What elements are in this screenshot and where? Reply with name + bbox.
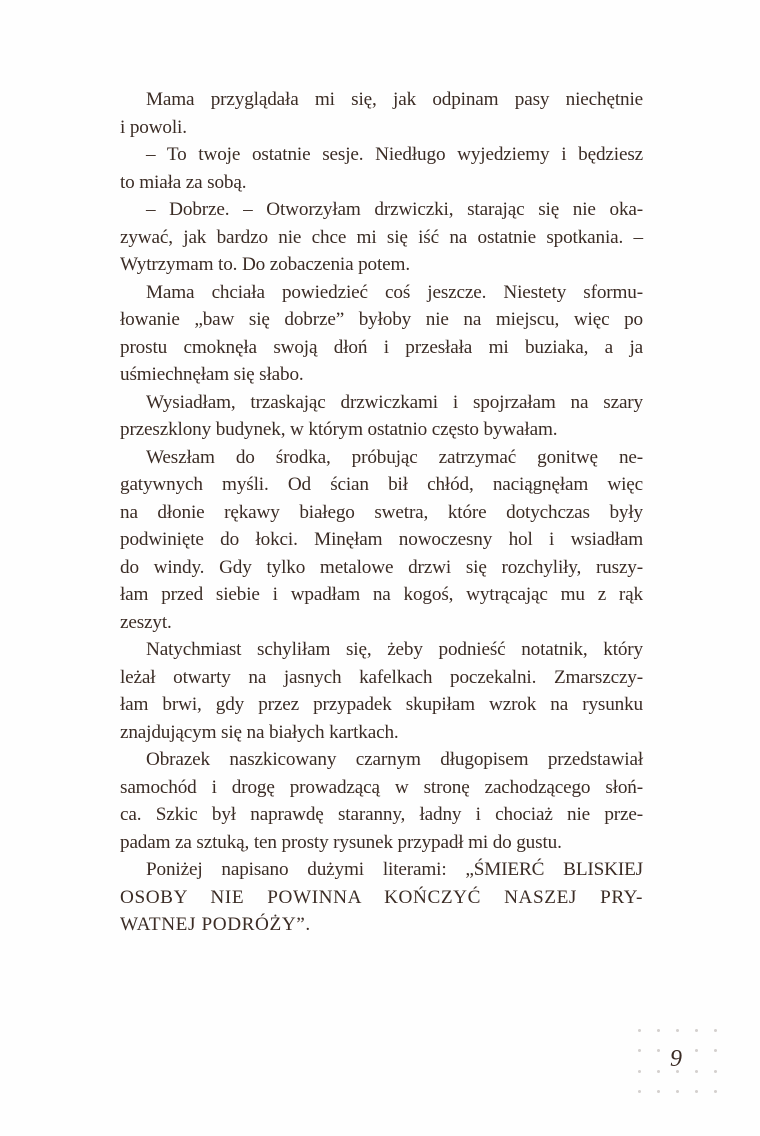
decorative-dot [695, 1049, 698, 1052]
text-line: Wytrzymam to. Do zobaczenia potem. [120, 254, 410, 275]
decorative-dot [714, 1049, 717, 1052]
decorative-dot [714, 1070, 717, 1073]
decorative-dot [638, 1070, 641, 1073]
text-line: znajdującym się na białych kartkach. [120, 721, 399, 743]
text-line: OSOBY NIE POWINNA KOŃCZYĆ NASZEJ PRY- [120, 886, 643, 908]
decorative-dot [714, 1029, 717, 1032]
decorative-dot [714, 1090, 717, 1093]
text-line: Wysiadłam, trzaskając drzwiczkami i spojrzałam na szary [146, 391, 643, 413]
text-line: to miała za sobą. [120, 171, 247, 193]
decorative-dot [676, 1029, 679, 1032]
body-text [120, 86, 643, 939]
text-line: zeszyt. [120, 611, 172, 633]
text-line: WATNEJ PODRÓŻY”. [120, 914, 311, 935]
text-line: przeszklony budynek, w którym ostatnio często bywałam. [120, 419, 558, 440]
decorative-dot [638, 1090, 641, 1093]
decorative-dot [695, 1070, 698, 1073]
text-line: padam za sztuką, ten prosty rysunek przypadł mi do gustu. [120, 831, 562, 853]
text-line: zywać, jak bardzo nie chce mi się iść na ostatnie spotkania. – [120, 226, 643, 248]
text-line: łam brwi, gdy przez przypadek skupiłam wzrok na rysunku [120, 694, 643, 715]
text-line: podwinięte do łokci. Minęłam nowoczesny hol i wsiadłam [120, 529, 643, 550]
text-line: Poniżej napisano dużymi literami: „ŚMIERĆ BLISKIEJ [146, 859, 643, 880]
text-line: Mama chciała powiedzieć coś jeszcze. Niestety sformu- [146, 281, 643, 303]
decorative-dot [657, 1070, 660, 1073]
decorative-dot [695, 1029, 698, 1032]
text-line: łowanie „baw się dobrze” byłoby nie na miejscu, więc po [120, 309, 643, 330]
decorative-dot [657, 1090, 660, 1093]
text-line: – To twoje ostatnie sesje. Niedługo wyjedziemy i będziesz [146, 144, 643, 165]
decorative-dot [638, 1029, 641, 1032]
decorative-dot [657, 1029, 660, 1032]
text-line: Natychmiast schyliłam się, żeby podnieść notatnik, który [146, 639, 643, 660]
page-number: 9 [670, 1046, 682, 1072]
text-line: na dłonie rękawy białego swetra, które dotychczas były [120, 501, 643, 523]
text-line: gatywnych myśli. Od ścian bił chłód, naciągnęłam więc [120, 474, 643, 495]
text-line: do windy. Gdy tylko metalowe drzwi się rozchyliły, ruszy- [120, 556, 643, 578]
text-line: samochód i drogę prowadzącą w stronę zachodzącego słoń- [120, 776, 643, 798]
text-line: Weszłam do środka, próbując zatrzymać gonitwę ne- [146, 446, 643, 468]
text-line: prostu cmoknęła swoją dłoń i przesłała mi buziaka, a ja [120, 336, 643, 358]
text-line: ca. Szkic był naprawdę staranny, ładny i chociaż nie prze- [120, 804, 643, 825]
text-line: Mama przyglądała mi się, jak odpinam pasy niechętnie [146, 89, 643, 110]
text-line: Obrazek naszkicowany czarnym długopisem przedstawiał [146, 749, 643, 770]
text-line: leżał otwarty na jasnych kafelkach poczekalni. Zmarszczy- [120, 666, 643, 688]
text-line: – Dobrze. – Otworzyłam drzwiczki, starając się nie oka- [146, 199, 643, 220]
text-line: i powoli. [120, 116, 187, 138]
decorative-dot [676, 1090, 679, 1093]
decorative-dot [695, 1090, 698, 1093]
decorative-dot [638, 1049, 641, 1052]
text-line: uśmiechnęłam się słabo. [120, 364, 304, 385]
text-line: łam przed siebie i wpadłam na kogoś, wytrącając mu z rąk [120, 584, 643, 605]
decorative-dot [657, 1049, 660, 1052]
